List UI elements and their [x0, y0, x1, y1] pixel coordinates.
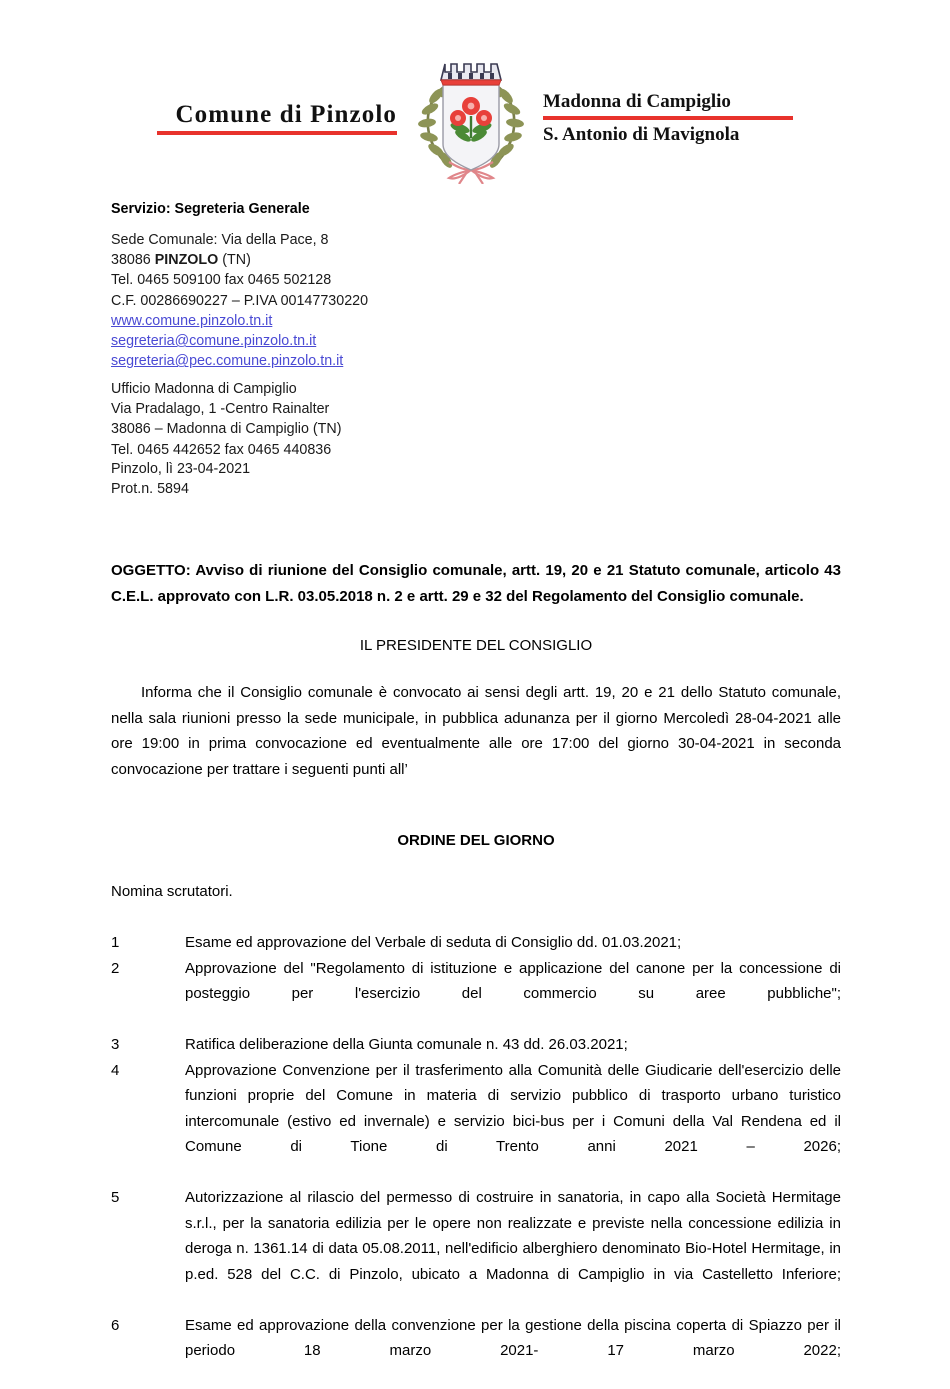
- frazione-s-antonio-di-mavignola: S. Antonio di Mavignola: [543, 122, 793, 148]
- agenda-item-number: 5: [111, 1185, 185, 1313]
- place-and-date: Pinzolo, lì 23-04-2021: [111, 459, 250, 479]
- agenda-item-number: 1: [111, 930, 185, 956]
- frazione-madonna-di-campiglio: Madonna di Campiglio: [543, 89, 793, 115]
- agenda-item-text: Esame ed approvazione della convenzione per la gestione della piscina coperta di Spiazzo per il periodo 18 marzo 2021- 17 marzo 2022;: [185, 1313, 841, 1389]
- office-name: Ufficio Madonna di Campiglio: [111, 379, 341, 399]
- protocol-number: Prot.n. 5894: [111, 479, 250, 499]
- agenda-item-text: Approvazione del "Regolamento di istituzione e applicazione del canone per la concessione di posteggio per l'esercizio del commercio su aree pubbliche";: [185, 956, 841, 1033]
- agenda-heading: ORDINE DEL GIORNO: [111, 828, 841, 853]
- red-rule-left: [157, 131, 397, 135]
- website-link[interactable]: www.comune.pinzolo.tn.it: [111, 311, 272, 331]
- agenda-list: [111, 930, 841, 1389]
- office-city: 38086 – Madonna di Campiglio (TN): [111, 419, 341, 439]
- list-item: [111, 956, 841, 1033]
- pec-email-link[interactable]: segreteria@pec.comune.pinzolo.tn.it: [111, 351, 343, 371]
- province: (TN): [218, 252, 251, 268]
- document-body: [111, 558, 841, 1389]
- office-phone: Tel. 0465 442652 fax 0465 440836: [111, 440, 341, 460]
- address-line-fiscal-code: C.F. 00286690227 – P.IVA 00147730220: [111, 291, 368, 311]
- address-block-campiglio: [111, 379, 341, 460]
- agenda-item-text: Esame ed approvazione del Verbale di seduta di Consiglio dd. 01.03.2021;: [185, 930, 841, 956]
- list-item: [111, 1058, 841, 1186]
- address-block-main: [111, 230, 368, 371]
- agenda-item-number: 2: [111, 956, 185, 1033]
- agenda-item-number: 3: [111, 1032, 185, 1058]
- address-line-street: Sede Comunale: Via della Pace, 8: [111, 230, 368, 250]
- agenda-item-text: Ratifica deliberazione della Giunta comunale n. 43 dd. 26.03.2021;: [185, 1032, 841, 1058]
- agenda-preamble: Nomina scrutatori.: [111, 879, 841, 904]
- service-label: Servizio: Segreteria Generale: [111, 199, 310, 219]
- city-name: PINZOLO: [155, 252, 219, 268]
- email-link[interactable]: segreteria@comune.pinzolo.tn.it: [111, 331, 316, 351]
- convocation-paragraph: Informa che il Consiglio comunale è convocato ai sensi degli artt. 19, 20 e 21 dello Statuto comunale, nella sala riunioni presso la sede municipale, in pubblica adunanza per il giorno Mercoledì 28-04-2021 alle ore 19:00 in prima convocazione ed eventualmente alle ore 17:00 del giorno 30-04-2021 in seconda convocazione per trattare i seguenti punti all’: [111, 680, 841, 782]
- agenda-item-number: 6: [111, 1313, 185, 1389]
- red-rule-right: [543, 116, 793, 120]
- coat-of-arms-icon: [405, 52, 537, 184]
- list-item: [111, 1032, 841, 1058]
- letterhead: [0, 48, 950, 188]
- date-protocol-block: [111, 459, 250, 499]
- address-line-city: [111, 250, 368, 270]
- letterhead-right: [537, 89, 793, 147]
- office-street: Via Pradalago, 1 -Centro Rainalter: [111, 399, 341, 419]
- list-item: [111, 1313, 841, 1389]
- president-heading: IL PRESIDENTE DEL CONSIGLIO: [111, 633, 841, 658]
- list-item: [111, 1185, 841, 1313]
- agenda-item-text: Autorizzazione al rilascio del permesso di costruire in sanatoria, in capo alla Società Hermitage s.r.l., per la sanatoria edilizia per le opere non realizzate e previste nella concessione edilizia in deroga n. 1361.14 di data 05.08.2011, nell'edificio alberghiero denominato Bio-Hotel Hermitage, in p.ed. 528 del C.C. di Pinzolo, ubicato a Madonna di Campiglio in via Castelletto Inferiore;: [185, 1185, 841, 1313]
- letterhead-left: [157, 101, 405, 136]
- address-line-phone: Tel. 0465 509100 fax 0465 502128: [111, 270, 368, 290]
- list-item: [111, 930, 841, 956]
- municipality-name: Comune di Pinzolo: [157, 101, 397, 129]
- postcode: 38086: [111, 252, 155, 268]
- subject-line: OGGETTO: Avviso di riunione del Consiglio comunale, artt. 19, 20 e 21 Statuto comunale, articolo 43 C.E.L. approvato con L.R. 03.05.2018 n. 2 e artt. 29 e 32 del Regolamento del Consiglio comunale.: [111, 558, 841, 609]
- agenda-item-text: Approvazione Convenzione per il trasferimento alla Comunità delle Giudicarie dell'esercizio delle funzioni proprie del Comune in materia di servizio pubblico di trasporto urbano turistico intercomunale (estivo ed invernale) e servizio bici-bus per i Comuni della Val Rendena ed il Comune di Tione di Trento anni 2021 – 2026;: [185, 1058, 841, 1186]
- agenda-item-number: 4: [111, 1058, 185, 1186]
